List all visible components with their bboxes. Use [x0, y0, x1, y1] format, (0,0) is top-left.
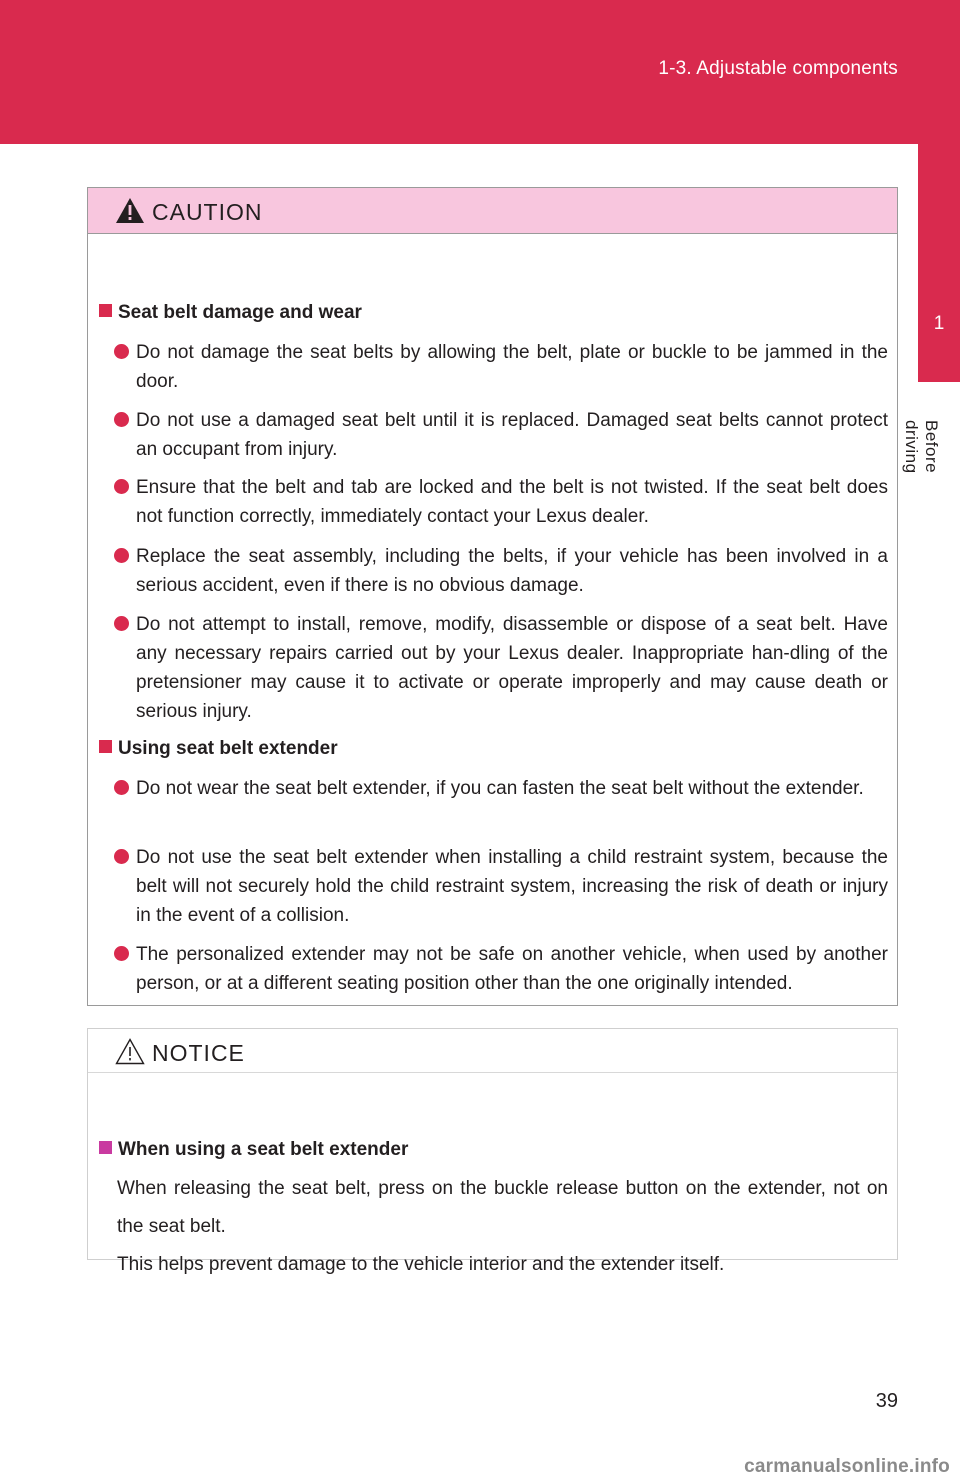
section-heading: When using a seat belt extender	[99, 1139, 408, 1161]
notice-paragraph: This helps prevent damage to the vehicle interior and the extender itself.	[117, 1254, 725, 1275]
square-bullet-icon	[99, 1141, 112, 1154]
list-item: Do not attempt to install, remove, modify, disassemble or dispose of a seat belt. Have any necessary repairs carried out by your Lexus dealer. Inappropriate han-dling of the pretensioner may cause it to activate or operate improperly and may cause death or serious injury.	[136, 610, 888, 726]
notice-header	[88, 1029, 897, 1073]
round-bullet-icon	[114, 849, 129, 864]
round-bullet-icon	[114, 616, 129, 631]
round-bullet-icon	[114, 780, 129, 795]
caution-header	[88, 188, 897, 234]
chapter-label: Before driving	[902, 420, 941, 474]
list-item: Replace the seat assembly, including the belts, if your vehicle has been involved in a serious accident, even if there is no obvious damage.	[136, 542, 888, 600]
notice-paragraph: When releasing the seat belt, press on the buckle release button on the extender, not on the seat belt.	[117, 1178, 888, 1237]
square-bullet-icon	[99, 304, 112, 317]
section-heading: Seat belt damage and wear	[99, 302, 362, 324]
warning-outline-icon	[115, 1038, 145, 1065]
section-title: 1-3. Adjustable components	[658, 58, 898, 79]
caution-box	[87, 187, 898, 1006]
notice-label: NOTICE	[152, 1040, 245, 1066]
round-bullet-icon	[114, 946, 129, 961]
round-bullet-icon	[114, 548, 129, 563]
caution-label: CAUTION	[152, 199, 263, 225]
chapter-number: 1	[933, 313, 945, 334]
square-bullet-icon	[99, 740, 112, 753]
list-item: Do not use a damaged seat belt until it is replaced. Damaged seat belts cannot protect an occupant from injury.	[136, 406, 888, 464]
list-item: Do not wear the seat belt extender, if you can fasten the seat belt without the extender.	[136, 774, 888, 803]
list-item: Ensure that the belt and tab are locked and the belt is not twisted. If the seat belt does not function correctly, immediately contact your Lexus dealer.	[136, 473, 888, 531]
page-number: 39	[875, 1390, 898, 1412]
warning-icon	[115, 197, 145, 224]
list-item: The personalized extender may not be safe on another vehicle, when used by another person, or at a different seating position other than the one originally intended.	[136, 940, 888, 998]
chapter-tab	[918, 144, 960, 382]
notice-box	[87, 1028, 898, 1275]
round-bullet-icon	[114, 479, 129, 494]
round-bullet-icon	[114, 412, 129, 427]
list-item: Do not damage the seat belts by allowing the belt, plate or buckle to be jammed in the door.	[136, 338, 888, 396]
watermark: carmanualsonline.info	[744, 1456, 950, 1477]
list-item: Do not use the seat belt extender when installing a child restraint system, because the belt will not securely hold the child restraint system, increasing the risk of death or injury in the event of a collision.	[136, 843, 888, 930]
section-heading: Using seat belt extender	[99, 738, 338, 760]
page-header	[0, 0, 960, 144]
round-bullet-icon	[114, 344, 129, 359]
